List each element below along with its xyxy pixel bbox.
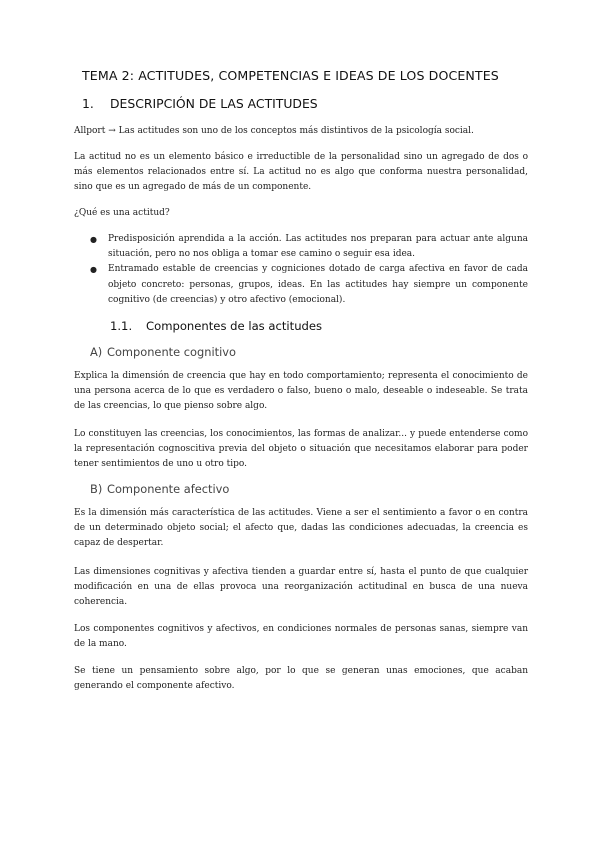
list-item-text: Predisposición aprendida a la acción. Las actitudes nos preparan para actuar ante alguna situación, pero no nos obliga a tomar ese camino o seguir esa idea.	[108, 234, 528, 260]
paragraph-b3: Los componentes cognitivos y afectivos, en condiciones normales de personas sanas, siempre van de la mano.	[74, 624, 528, 650]
component-b-label: Componente afectivo	[107, 482, 230, 496]
section-heading	[82, 96, 318, 111]
paragraph-b2: Las dimensiones cognitivas y afectiva tienden a guardar entre sí, hasta el punto de que cualquier modificación en una de ellas provoca una reorganización actitudinal en busca de una nueva coherencia.	[74, 567, 528, 608]
paragraph-actitud: La actitud no es un elemento básico e irreductible de la personalidad sino un agregado de dos o más elementos relacionados entre sí. La actitud no es algo que conforma nuestra personalidad, sino que es un agregado de más de un componente.	[74, 152, 528, 193]
component-a-heading	[90, 345, 236, 359]
subsection-number: 1.1.	[110, 319, 133, 333]
list-item	[90, 232, 528, 262]
bullet-icon: ●	[90, 265, 97, 275]
list-item	[90, 262, 528, 308]
bullet-icon: ●	[90, 235, 97, 244]
component-b-heading	[90, 482, 229, 496]
paragraph-b1: Es la dimensión más característica de las actitudes. Viene a ser el sentimiento a favor o en contra de un determinado objeto social; el afecto que, dadas las condiciones adecuadas, la creencia es capaz de despertar.	[74, 508, 528, 549]
paragraph-allport: Allport → Las actitudes son uno de los conceptos más distintivos de la psicología social.	[74, 126, 474, 136]
component-a-label: Componente cognitivo	[107, 345, 236, 359]
page-title: TEMA 2: ACTITUDES, COMPETENCIAS E IDEAS DE LOS DOCENTES	[82, 68, 499, 83]
subsection-label: Componentes de las actitudes	[146, 319, 323, 333]
section-number: 1.	[82, 96, 94, 111]
component-a-number: A)	[90, 345, 103, 359]
paragraph-b4: Se tiene un pensamiento sobre algo, por lo que se generan unas emociones, que acaban generando el componente afectivo.	[74, 666, 528, 692]
question-heading: ¿Qué es una actitud?	[74, 208, 170, 218]
section-label: DESCRIPCIÓN DE LAS ACTITUDES	[110, 96, 318, 111]
list-item-text: Entramado estable de creencias y cogniciones dotado de carga afectiva en favor de cada objeto concreto: personas, grupos, ideas. En las actitudes hay siempre un componente cognitivo (de creencias) y otro afectivo (emocional).	[108, 264, 528, 305]
paragraph-a2: Lo constituyen las creencias, los conocimientos, las formas de analizar... y puede entenderse como la representación cognoscitiva previa del objeto o situación que necesitamos elaborar para poder tener sentimientos de uno u otro tipo.	[74, 429, 528, 470]
bullet-list	[90, 232, 528, 308]
component-b-number: B)	[90, 482, 103, 496]
subsection-heading	[110, 319, 322, 333]
paragraph-a1: Explica la dimensión de creencia que hay en todo comportamiento; representa el conocimiento de una persona acerca de lo que es verdadero o falso, bueno o malo, deseable o indeseable. Se trata de las creencias, lo que pienso sobre algo.	[74, 371, 528, 412]
